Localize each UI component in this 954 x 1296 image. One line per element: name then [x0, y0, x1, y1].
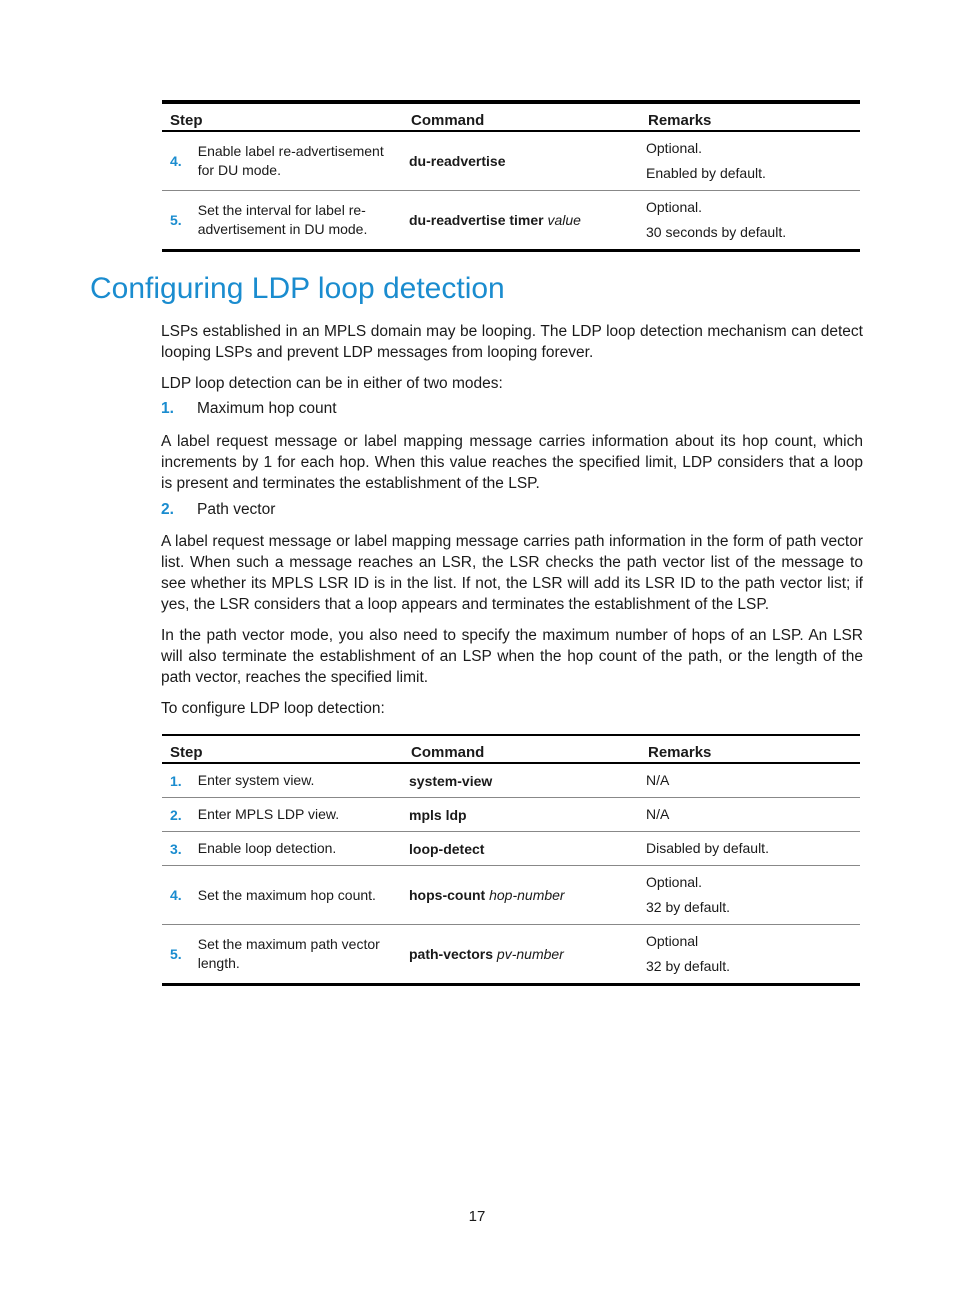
table-row [162, 798, 860, 832]
remark-line: 32 by default. [646, 958, 731, 974]
paragraph: A label request message or label mapping message carries path information in the form of path vector list. When such a message reaches an LSR, the LSR checks the path vector list of the message to see whether its MPLS LSR ID is in the list. If not, the LSR will add its LSR ID to the path vector list; if yes, the LSR considers that a loop appears and terminates the establishment of the LSP. [161, 533, 863, 613]
step-number: 2. [162, 798, 188, 832]
remarks-cell [640, 866, 860, 925]
command-cell [403, 925, 640, 985]
command-argument: hop-number [489, 887, 565, 903]
col-header-command: Command [403, 102, 640, 131]
step-description: Set the interval for label re-advertisement in DU mode. [188, 191, 403, 251]
list-text: Maximum hop count [197, 400, 337, 417]
table-du-readvertise [162, 100, 860, 252]
step-description: Enter system view. [188, 763, 403, 798]
remark-line: N/A [646, 772, 670, 788]
list-number: 1. [161, 400, 174, 417]
command-cell [403, 798, 640, 832]
step-number: 5. [162, 191, 188, 251]
step-description: Enable label re-advertisement for DU mode. [188, 131, 403, 191]
command-keyword: du-readvertise timer [409, 212, 544, 228]
command-keyword: du-readvertise [409, 153, 506, 169]
list-number: 2. [161, 501, 174, 518]
page-number: 17 [468, 1208, 486, 1225]
command-keyword: system-view [409, 772, 493, 789]
col-header-command: Command [403, 735, 640, 763]
paragraph: To configure LDP loop detection: [161, 700, 385, 717]
step-number: 4. [162, 866, 188, 925]
step-number: 3. [162, 832, 188, 866]
paragraph: In the path vector mode, you also need to specify the maximum number of hops of an LSP. An LSR will also terminate the establishment of an LSP when the hop count of the path, or the length of the path vector, reaches the specified limit. [161, 627, 863, 686]
remark-line: Optional. [646, 140, 703, 156]
remark-line: 30 seconds by default. [646, 224, 787, 240]
paragraph: LDP loop detection can be in either of two modes: [161, 375, 503, 392]
remark-line: Enabled by default. [646, 165, 766, 181]
remarks-cell [640, 131, 860, 191]
remark-line: N/A [646, 806, 670, 822]
table-row [162, 832, 860, 866]
table-row [162, 866, 860, 925]
step-description: Enter MPLS LDP view. [188, 798, 403, 832]
command-keyword: mpls ldp [409, 806, 467, 823]
table-row [162, 763, 860, 798]
step-number: 1. [162, 763, 188, 798]
paragraph: LSPs established in an MPLS domain may be looping. The LDP loop detection mechanism can detect looping LSPs and prevent LDP messages from looping forever. [161, 323, 863, 361]
col-header-step: Step [162, 735, 403, 763]
step-description: Enable loop detection. [188, 832, 403, 866]
remarks-cell [640, 832, 860, 866]
remark-line: Optional [646, 933, 699, 949]
command-cell [403, 131, 640, 191]
list-item [161, 501, 275, 519]
col-header-remarks: Remarks [640, 102, 860, 131]
command-keyword: loop-detect [409, 840, 485, 857]
step-number: 4. [162, 131, 188, 191]
command-keyword: hops-count [409, 887, 486, 903]
command-keyword: path-vectors [409, 946, 494, 962]
command-cell [403, 832, 640, 866]
step-description: Set the maximum hop count. [188, 866, 403, 925]
list-text: Path vector [197, 501, 276, 518]
table-row [162, 925, 860, 985]
remarks-cell [640, 798, 860, 832]
step-number: 5. [162, 925, 188, 985]
command-cell [403, 763, 640, 798]
section-title: Configuring LDP loop detection [90, 272, 505, 305]
remarks-cell [640, 763, 860, 798]
table-row [162, 131, 860, 191]
remark-line: Optional. [646, 874, 703, 890]
remark-line: Disabled by default. [646, 840, 769, 856]
command-cell [403, 866, 640, 925]
table-loop-detection [162, 734, 860, 986]
list-item [161, 400, 337, 418]
remarks-cell [640, 191, 860, 251]
col-header-remarks: Remarks [640, 735, 860, 763]
table-row [162, 191, 860, 251]
command-cell [403, 191, 640, 251]
remark-line: 32 by default. [646, 899, 731, 915]
remarks-cell [640, 925, 860, 985]
col-header-step: Step [162, 102, 403, 131]
command-argument: pv-number [496, 946, 564, 962]
paragraph: A label request message or label mapping message carries information about its hop count, which increments by 1 for each hop. When this value reaches the specified limit, LDP considers that a loop is present and terminates the establishment of the LSP. [161, 433, 863, 492]
step-description: Set the maximum path vector length. [188, 925, 403, 985]
remark-line: Optional. [646, 199, 703, 215]
command-argument: value [547, 212, 581, 228]
